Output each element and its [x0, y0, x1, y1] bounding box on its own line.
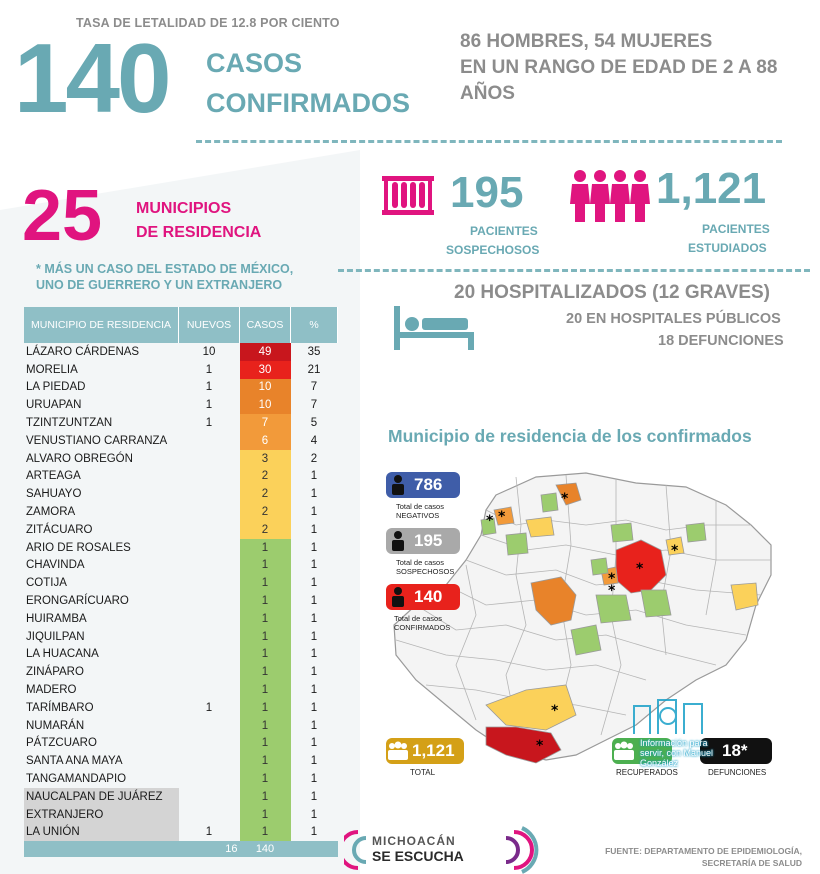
watermark-line-1: Información para — [640, 738, 708, 748]
casos-value: 1 — [240, 788, 291, 806]
casos-value: 1 — [240, 806, 291, 824]
table-row — [24, 468, 338, 486]
casos-value: 1 — [240, 539, 291, 557]
table-row — [24, 379, 338, 397]
municipio-name: CHAVINDA — [26, 559, 85, 572]
municipios-label-2: DE RESIDENCIA — [136, 224, 262, 241]
test-tubes-icon — [380, 172, 436, 218]
pct-value: 1 — [310, 773, 318, 786]
divider-middle — [338, 269, 810, 272]
table-row — [24, 485, 338, 503]
source-line-2: SECRETARÍA DE SALUD — [701, 858, 802, 868]
public-hospitals-text: 20 EN HOSPITALES PÚBLICOS — [566, 311, 781, 327]
table-row — [24, 610, 338, 628]
pct-value: 7 — [310, 381, 318, 394]
municipio-name: TANGAMANDAPIO — [26, 773, 127, 786]
logo-text-1: MICHOACÁN — [372, 834, 456, 848]
table-body — [24, 343, 338, 857]
total-label: TOTAL — [410, 768, 436, 777]
suspects-label-2: SOSPECHOSOS — [446, 243, 540, 257]
table-row — [24, 681, 338, 699]
nuevos-value — [179, 788, 240, 806]
municipio-name: ALVARO OBREGÓN — [26, 452, 133, 465]
municipio-name: LA HUACANA — [26, 648, 99, 661]
total-pct-empty — [291, 841, 338, 857]
studied-label-2: ESTUDIADOS — [688, 241, 767, 255]
table-row — [24, 521, 338, 539]
suspect-label — [396, 558, 454, 576]
person-icon — [386, 474, 410, 496]
nuevos-value — [179, 806, 240, 824]
cases-label-2: CONFIRMADOS — [206, 88, 410, 118]
nuevos-value — [179, 592, 240, 610]
municipio-name: TARÍMBARO — [26, 701, 94, 714]
recovered-label: RECUPERADOS — [616, 768, 678, 777]
pct-value: 1 — [310, 684, 318, 697]
nuevos-value: 1 — [205, 701, 213, 714]
municipio-name: NAUCALPAN DE JUÁREZ — [24, 788, 179, 806]
municipio-name: MADERO — [26, 684, 77, 697]
nuevos-value — [179, 557, 240, 575]
lethality-rate: TASA DE LETALIDAD DE 12.8 POR CIENTO — [76, 16, 340, 30]
nuevos-value — [179, 663, 240, 681]
pct-value: 1 — [310, 595, 318, 608]
svg-text:*: * — [561, 491, 569, 507]
confirmed-label-2: CONFIRMADOS — [394, 623, 451, 632]
person-icon — [386, 530, 410, 552]
person-icon — [386, 586, 410, 608]
nuevos-value — [179, 574, 240, 592]
table-row — [24, 717, 338, 735]
nuevos-value — [179, 628, 240, 646]
total-count: 1,121 — [412, 741, 455, 760]
nuevos-value: 1 — [205, 363, 213, 376]
municipio-name: ZAMORA — [26, 506, 76, 519]
map-title: Municipio de residencia de los confirmados — [388, 426, 752, 446]
deaths-text: 18 DEFUNCIONES — [658, 333, 784, 349]
nuevos-value — [179, 539, 240, 557]
casos-value: 1 — [240, 681, 291, 699]
casos-value: 10 — [240, 379, 291, 397]
people-icon — [570, 168, 650, 224]
table-row — [24, 592, 338, 610]
nuevos-value: 1 — [205, 826, 213, 839]
pct-value: 1 — [310, 470, 318, 483]
casos-value: 3 — [240, 450, 291, 468]
table-row — [24, 735, 338, 753]
casos-value: 1 — [240, 663, 291, 681]
municipio-name: ERONGARÍCUARO — [26, 595, 129, 608]
municipio-name: LÁZARO CÁRDENAS — [26, 345, 140, 358]
pct-value: 1 — [310, 719, 318, 732]
nuevos-value — [179, 717, 240, 735]
table-row — [24, 557, 338, 575]
casos-value: 1 — [240, 574, 291, 592]
table-row — [24, 450, 338, 468]
casos-value: 1 — [240, 735, 291, 753]
suspect-label-1: Total de casos — [396, 558, 444, 567]
pct-value: 1 — [310, 577, 318, 590]
negative-label-2: NEGATIVOS — [396, 511, 440, 520]
table-row — [24, 770, 338, 788]
svg-text:*: * — [608, 583, 616, 599]
table-row — [24, 788, 338, 806]
casos-value: 1 — [240, 592, 291, 610]
municipios-table — [24, 307, 338, 857]
confirmed-label-1: Total de casos — [394, 614, 442, 623]
negative-label-1: Total de casos — [396, 502, 444, 511]
pct-value: 1 — [310, 488, 318, 501]
nuevos-value — [179, 735, 240, 753]
nuevos-value — [179, 770, 240, 788]
municipio-name: ZINÁPARO — [26, 666, 84, 679]
nuevos-value: 1 — [205, 399, 213, 412]
pct-value: 1 — [310, 541, 318, 554]
municipio-name: EXTRANJERO — [24, 806, 179, 824]
svg-text:*: * — [636, 561, 644, 577]
municipio-name: JIQUILPAN — [26, 630, 85, 643]
nuevos-value — [179, 503, 240, 521]
pct-value: 1 — [310, 790, 318, 803]
nuevos-value — [179, 521, 240, 539]
municipio-name: SAHUAYO — [26, 488, 82, 501]
confirmed-count: 140 — [414, 587, 443, 606]
map-zamora — [526, 517, 554, 537]
municipio-name: ZITÁCUARO — [26, 523, 93, 536]
header-nuevos: NUEVOS — [179, 307, 240, 343]
table-row — [24, 361, 338, 379]
table-row — [24, 343, 338, 361]
negative-count: 786 — [414, 475, 443, 494]
pct-value: 2 — [310, 452, 318, 465]
pct-value: 1 — [310, 701, 318, 714]
pct-value: 1 — [310, 559, 318, 572]
negative-label — [396, 502, 444, 520]
casos-value: 1 — [240, 824, 291, 842]
nuevos-value: 1 — [205, 417, 213, 430]
municipio-name: ARTEAGA — [26, 470, 81, 483]
total-empty — [24, 841, 179, 857]
casos-value: 30 — [240, 361, 291, 379]
hospitalized-text: 20 HOSPITALIZADOS (12 GRAVES) — [454, 282, 771, 303]
pct-value: 7 — [310, 399, 318, 412]
deaths-label: DEFUNCIONES — [708, 768, 767, 777]
nuevos-value — [179, 485, 240, 503]
total-nuevos: 16 — [179, 841, 240, 857]
pct-value: 1 — [310, 808, 318, 821]
svg-text:*: * — [486, 513, 494, 529]
pct-value: 1 — [310, 737, 318, 750]
nuevos-value — [179, 681, 240, 699]
table-row — [24, 699, 338, 717]
pct-value: 1 — [310, 648, 318, 661]
casos-value: 1 — [240, 610, 291, 628]
svg-text:*: * — [498, 509, 506, 525]
municipio-name: ARIO DE ROSALES — [26, 541, 131, 554]
casos-value: 2 — [240, 503, 291, 521]
casos-value: 1 — [240, 717, 291, 735]
header-municipio: MUNICIPIO DE RESIDENCIA — [24, 307, 179, 343]
table-row — [24, 414, 338, 432]
map-zitacuaro — [731, 583, 758, 610]
header-casos: CASOS — [240, 307, 291, 343]
header-pct: % — [291, 307, 338, 343]
svg-text:*: * — [608, 571, 616, 587]
table-row — [24, 824, 338, 842]
deaths-count: 18* — [722, 741, 748, 760]
casos-value: 1 — [240, 646, 291, 664]
pct-value: 1 — [310, 630, 318, 643]
suspect-label-2: SOSPECHOSOS — [396, 567, 455, 576]
table-row — [24, 628, 338, 646]
confirmed-badge — [386, 584, 460, 610]
watermark-text — [640, 738, 713, 768]
municipio-name: HUIRAMBA — [26, 612, 87, 625]
suspects-label-1: PACIENTES — [470, 224, 538, 238]
table-row — [24, 503, 338, 521]
pct-value: 21 — [307, 363, 321, 376]
nuevos-value: 1 — [205, 381, 213, 394]
watermark-line-3: González — [640, 758, 679, 768]
confirmed-cases-number: 140 — [14, 23, 169, 133]
group-icon — [386, 740, 410, 762]
casos-value: 49 — [240, 343, 291, 361]
divider-top — [196, 140, 782, 143]
total-casos: 140 — [240, 841, 291, 857]
negative-badge — [386, 472, 460, 498]
nuevos-value — [179, 752, 240, 770]
pct-value: 35 — [307, 345, 321, 358]
cases-label-1: CASOS — [206, 48, 303, 78]
studied-number: 1,121 — [656, 164, 767, 213]
municipio-name: VENUSTIANO CARRANZA — [26, 434, 168, 447]
municipio-name: NUMARÁN — [26, 719, 85, 732]
table-row — [24, 432, 338, 450]
municipio-name: MORELIA — [26, 363, 78, 376]
municipio-name: SANTA ANA MAYA — [26, 755, 123, 768]
table-row — [24, 752, 338, 770]
casos-value: 1 — [240, 752, 291, 770]
demographics-line-3: AÑOS — [460, 83, 515, 104]
studied-label-1: PACIENTES — [702, 222, 770, 236]
total-badge — [386, 738, 464, 764]
nuevos-value — [179, 646, 240, 664]
pct-value: 4 — [310, 434, 318, 447]
table-total-row — [24, 841, 338, 857]
svg-text:*: * — [671, 543, 679, 559]
pct-value: 5 — [310, 417, 318, 430]
pct-value: 1 — [310, 755, 318, 768]
svg-text:*: * — [551, 703, 559, 719]
nuevos-value — [179, 450, 240, 468]
suspect-count: 195 — [414, 531, 443, 550]
casos-value: 7 — [240, 414, 291, 432]
confirmed-label — [394, 614, 450, 632]
suspect-badge — [386, 528, 460, 554]
casos-value: 10 — [240, 396, 291, 414]
table-row — [24, 574, 338, 592]
watermark-line-2: servir, con Manuel — [640, 748, 714, 758]
municipio-name: COTIJA — [26, 577, 67, 590]
municipios-label-1: MUNICIPIOS — [136, 200, 232, 217]
nuevos-value — [179, 610, 240, 628]
casos-value: 2 — [240, 485, 291, 503]
table-row — [24, 806, 338, 824]
table-row — [24, 539, 338, 557]
table-row — [24, 663, 338, 681]
municipio-name: LA UNIÓN — [24, 824, 179, 842]
municipio-name: URUAPAN — [26, 399, 82, 412]
nuevos-value — [179, 432, 240, 450]
municipios-table-wrapper — [24, 307, 338, 857]
table-row — [24, 396, 338, 414]
municipio-name: PÁTZCUARO — [26, 737, 97, 750]
municipios-note-1: * MÁS UN CASO DEL ESTADO DE MÉXICO, — [36, 262, 294, 276]
nuevos-value — [179, 468, 240, 486]
demographics-line-2: EN UN RANGO DE EDAD DE 2 A 88 — [460, 57, 778, 78]
casos-value: 2 — [240, 521, 291, 539]
municipio-name: TZINTZUNTZAN — [26, 417, 113, 430]
pct-value: 1 — [310, 826, 318, 839]
hospital-bed-icon — [392, 304, 476, 352]
pct-value: 1 — [310, 523, 318, 536]
source-line-1: FUENTE: DEPARTAMENTO DE EPIDEMIOLOGÍA, — [605, 846, 802, 856]
casos-value: 6 — [240, 432, 291, 450]
pct-value: 1 — [310, 612, 318, 625]
suspects-number: 195 — [450, 168, 524, 217]
demographics-line-1: 86 HOMBRES, 54 MUJERES — [460, 31, 713, 52]
casos-value: 1 — [240, 628, 291, 646]
nuevos-value: 10 — [202, 345, 216, 358]
municipios-note-2: UNO DE GUERRERO Y UN EXTRANJERO — [36, 278, 283, 292]
casos-value: 2 — [240, 468, 291, 486]
logo-text-2: SE ESCUCHA — [372, 848, 464, 864]
municipio-name: LA PIEDAD — [26, 381, 86, 394]
svg-text:*: * — [536, 738, 544, 754]
pct-value: 1 — [310, 666, 318, 679]
municipios-number: 25 — [22, 176, 103, 256]
casos-value: 1 — [240, 557, 291, 575]
casos-value: 1 — [240, 770, 291, 788]
pct-value: 1 — [310, 506, 318, 519]
table-row — [24, 646, 338, 664]
casos-value: 1 — [240, 699, 291, 717]
